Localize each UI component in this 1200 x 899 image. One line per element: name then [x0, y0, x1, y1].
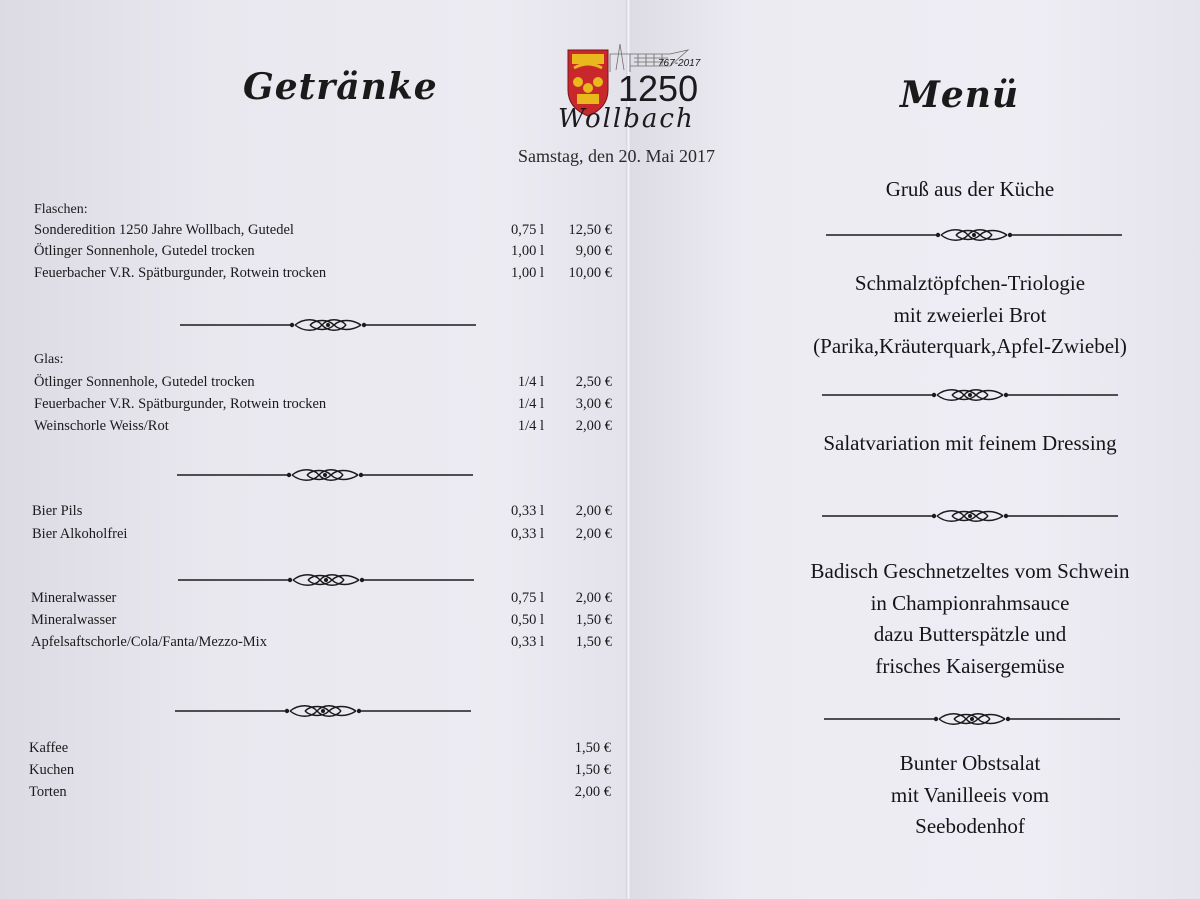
- drink-price: 2,00 €: [575, 526, 612, 542]
- drink-volume: 0,33 l: [510, 503, 544, 519]
- course-line: frisches Kaisergemüse: [875, 653, 1065, 678]
- ornament-divider: [824, 226, 1124, 244]
- event-date: Samstag, den 20. Mai 2017: [518, 146, 715, 166]
- drink-name: Bier Alkoholfrei: [32, 526, 128, 542]
- menu-course: [740, 748, 1200, 843]
- drink-price: 1,50 €: [575, 634, 612, 650]
- course-line: Bunter Obstsalat: [899, 751, 1041, 775]
- drink-name: Mineralwasser: [31, 612, 117, 628]
- drink-volume: 1/4 l: [517, 418, 544, 434]
- drink-price: 2,50 €: [575, 374, 612, 390]
- section-label-bottles: Flaschen:: [34, 202, 88, 217]
- drink-price: 1,50 €: [575, 612, 612, 628]
- course-line: Salatvariation mit feinem Dressing: [823, 431, 1117, 455]
- course-line: mit zweierlei Brot: [893, 302, 1047, 327]
- drink-name: Kaffee: [29, 740, 69, 756]
- drink-name: Feuerbacher V.R. Spätburgunder, Rotwein trocken: [34, 396, 327, 412]
- course-line: (Parika,Kräuterquark,Apfel-Zwiebel): [813, 334, 1127, 358]
- course-line: Schmalztöpfchen-Triologie: [854, 271, 1086, 295]
- menu-heading: Menü: [900, 74, 1020, 116]
- section-label-glass: Glas:: [34, 352, 64, 367]
- drink-price: 2,00 €: [575, 418, 612, 434]
- menu-course: [740, 556, 1200, 682]
- drink-volume: 1,00 l: [510, 265, 544, 281]
- logo-place: Wollbach: [558, 104, 695, 134]
- drink-name: Weinschorle Weiss/Rot: [34, 418, 169, 434]
- logo-number: 1250: [618, 68, 699, 109]
- drink-volume: 1/4 l: [517, 374, 544, 390]
- drink-price: 9,00 €: [575, 243, 612, 259]
- drink-name: Torten: [29, 784, 67, 800]
- drink-price: 10,00 €: [568, 265, 612, 281]
- menu-course: [740, 174, 1200, 206]
- ornament-divider: [176, 571, 476, 589]
- ornament-divider: [178, 316, 478, 334]
- drink-price: 1,50 €: [574, 740, 611, 756]
- course-line: Seebodenhof: [915, 814, 1025, 838]
- course-line: in Championrahmsauce: [870, 590, 1070, 615]
- drink-name: Ötlinger Sonnenhole, Gutedel trocken: [34, 374, 255, 390]
- drink-price: 2,00 €: [575, 503, 612, 519]
- drink-volume: 1,00 l: [510, 243, 544, 259]
- drink-name: Mineralwasser: [31, 590, 117, 606]
- ornament-divider: [173, 702, 473, 720]
- drink-volume: 0,33 l: [510, 634, 544, 650]
- drink-price: 3,00 €: [575, 396, 612, 412]
- ornament-divider: [175, 466, 475, 484]
- drink-volume: 0,50 l: [510, 612, 544, 628]
- course-line: Badisch Geschnetzeltes vom Schwein: [810, 559, 1130, 583]
- logo-years: 767-2017: [658, 58, 701, 69]
- drink-price: 2,00 €: [574, 784, 611, 800]
- drink-volume: 0,33 l: [510, 526, 544, 542]
- drink-price: 1,50 €: [574, 762, 611, 778]
- drink-name: Ötlinger Sonnenhole, Gutedel trocken: [34, 243, 255, 259]
- course-line: Gruß aus der Küche: [885, 177, 1055, 201]
- drink-volume: 1/4 l: [517, 396, 544, 412]
- drink-price: 12,50 €: [568, 222, 612, 238]
- drink-price: 2,00 €: [575, 590, 612, 606]
- ornament-divider: [822, 710, 1122, 728]
- ornament-divider: [820, 386, 1120, 404]
- drink-name: Bier Pils: [32, 503, 83, 519]
- drink-volume: 0,75 l: [510, 222, 544, 238]
- ornament-divider: [820, 507, 1120, 525]
- drink-name: Feuerbacher V.R. Spätburgunder, Rotwein trocken: [34, 265, 327, 281]
- course-line: mit Vanilleeis vom: [890, 782, 1050, 807]
- menu-course: [740, 268, 1200, 363]
- drink-name: Apfelsaftschorle/Cola/Fanta/Mezzo-Mix: [31, 634, 267, 650]
- drinks-heading: Getränke: [243, 66, 438, 108]
- course-line: dazu Butterspätzle und: [873, 622, 1067, 646]
- menu-course: [740, 428, 1200, 460]
- drink-name: Sonderedition 1250 Jahre Wollbach, Gutedel: [34, 222, 294, 238]
- drink-volume: 0,75 l: [510, 590, 544, 606]
- drink-name: Kuchen: [29, 762, 75, 778]
- anniversary-logo: [550, 30, 720, 140]
